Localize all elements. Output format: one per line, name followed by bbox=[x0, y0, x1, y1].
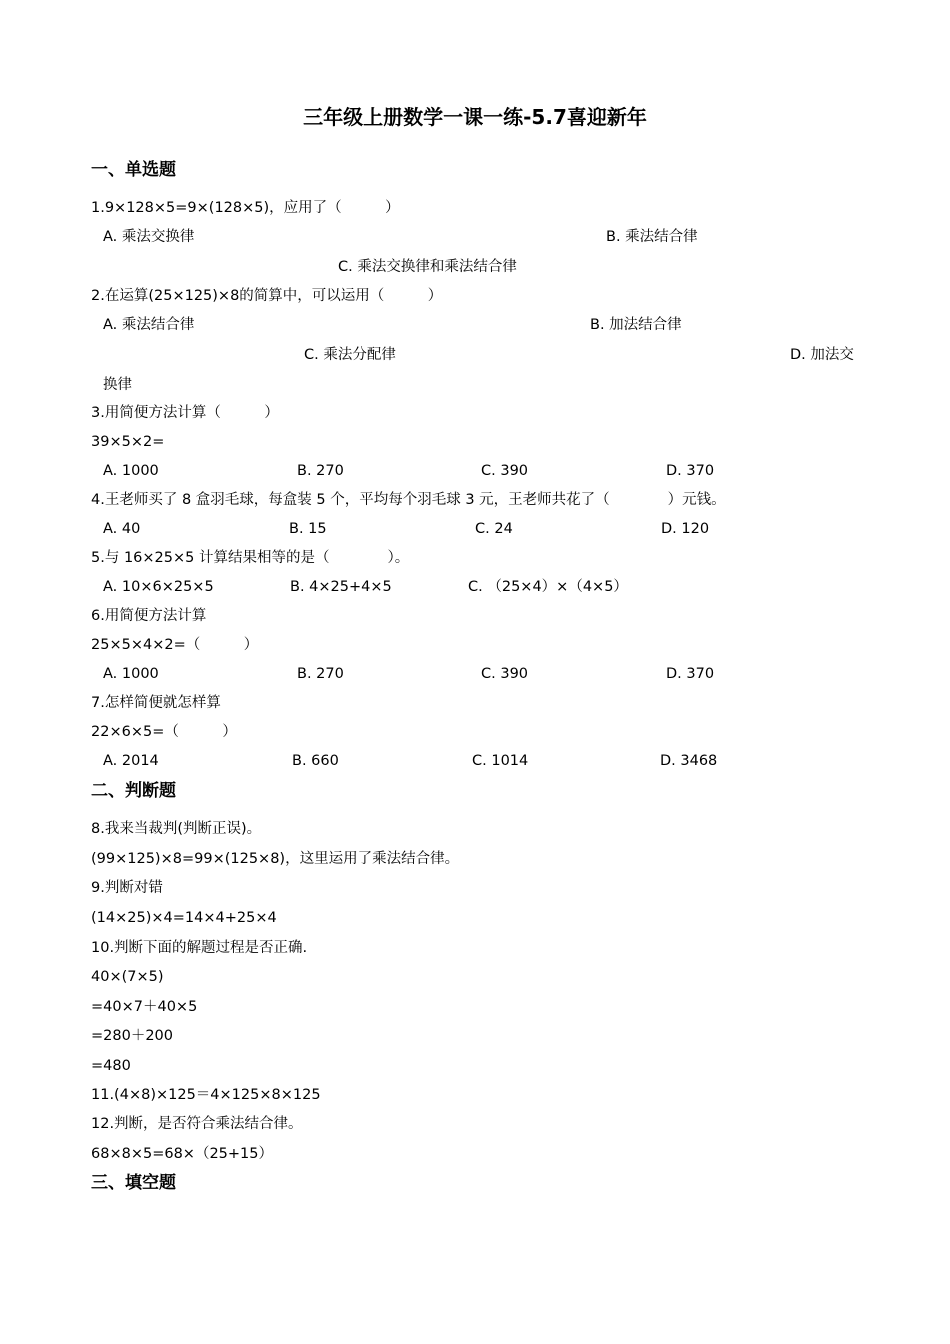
question-7-option-c: C. 1014 bbox=[472, 753, 529, 769]
page-title: 三年级上册数学一课一练-5.7喜迎新年 bbox=[303, 105, 647, 129]
question-10-line-2: =40×7＋40×5 bbox=[91, 999, 198, 1015]
question-6-option-b: B. 270 bbox=[297, 666, 344, 682]
question-5-option-c: C. （25×4）×（4×5） bbox=[468, 579, 628, 595]
question-10-stem: 10.判断下面的解题过程是否正确. bbox=[91, 940, 308, 956]
question-11-stem: 11.(4×8)×125＝4×125×8×125 bbox=[91, 1087, 321, 1103]
question-5-stem: 5.与 16×25×5 计算结果相等的是（ ）。 bbox=[91, 550, 410, 566]
question-3-option-c: C. 390 bbox=[481, 463, 529, 479]
question-7-expression: 22×6×5=（ ） bbox=[91, 724, 237, 740]
section-heading-true-false: 二、判断题 bbox=[91, 781, 176, 801]
question-4-option-a: A. 40 bbox=[103, 521, 141, 537]
question-10-line-3: =280＋200 bbox=[91, 1028, 174, 1044]
question-2-option-d-part1: D. 加法交 bbox=[790, 347, 854, 363]
question-10-line-4: =480 bbox=[91, 1058, 131, 1074]
question-5-option-b: B. 4×25+4×5 bbox=[290, 579, 392, 595]
question-3-option-a: A. 1000 bbox=[103, 463, 159, 479]
section-heading-fill-in: 三、填空题 bbox=[91, 1173, 176, 1193]
question-12-expression: 68×8×5=68×（25+15） bbox=[91, 1146, 274, 1162]
question-3-expression: 39×5×2= bbox=[91, 434, 165, 450]
question-9-expression: (14×25)×4=14×4+25×4 bbox=[91, 910, 277, 926]
question-2-stem: 2.在运算(25×125)×8的简算中，可以运用（ ） bbox=[91, 288, 443, 304]
question-6-option-a: A. 1000 bbox=[103, 666, 159, 682]
question-6-option-d: D. 370 bbox=[666, 666, 715, 682]
question-3-option-b: B. 270 bbox=[297, 463, 344, 479]
question-6-option-c: C. 390 bbox=[481, 666, 529, 682]
question-1-option-b: B. 乘法结合律 bbox=[606, 229, 698, 245]
question-8-expression: (99×125)×8=99×(125×8)，这里运用了乘法结合律。 bbox=[91, 851, 460, 867]
section-heading-single-choice: 一、单选题 bbox=[91, 160, 176, 180]
question-7-option-d: D. 3468 bbox=[660, 753, 718, 769]
question-1-option-a: A. 乘法交换律 bbox=[103, 229, 195, 245]
question-4-stem: 4.王老师买了 8 盒羽毛球，每盒装 5 个，平均每个羽毛球 3 元，王老师共花了（ ）元钱。 bbox=[91, 492, 726, 508]
question-3-option-d: D. 370 bbox=[666, 463, 715, 479]
question-9-stem: 9.判断对错 bbox=[91, 880, 163, 896]
question-4-option-d: D. 120 bbox=[661, 521, 710, 537]
question-1-stem: 1.9×128×5=9×(128×5)，应用了（ ） bbox=[91, 200, 400, 216]
question-8-stem: 8.我来当裁判(判断正误)。 bbox=[91, 821, 262, 837]
question-6-stem: 6.用简便方法计算 bbox=[91, 608, 207, 624]
question-7-stem: 7.怎样简便就怎样算 bbox=[91, 695, 221, 711]
question-4-option-b: B. 15 bbox=[289, 521, 327, 537]
question-5-option-a: A. 10×6×25×5 bbox=[103, 579, 214, 595]
question-12-stem: 12.判断，是否符合乘法结合律。 bbox=[91, 1116, 303, 1132]
question-7-option-b: B. 660 bbox=[292, 753, 339, 769]
question-6-expression: 25×5×4×2=（ ） bbox=[91, 637, 259, 653]
question-7-option-a: A. 2014 bbox=[103, 753, 159, 769]
question-2-option-a: A. 乘法结合律 bbox=[103, 317, 195, 333]
question-10-line-1: 40×(7×5) bbox=[91, 969, 164, 985]
question-1-option-c: C. 乘法交换律和乘法结合律 bbox=[338, 259, 517, 275]
question-2-option-b: B. 加法结合律 bbox=[590, 317, 682, 333]
question-4-option-c: C. 24 bbox=[475, 521, 513, 537]
question-2-option-c: C. 乘法分配律 bbox=[304, 347, 396, 363]
question-3-stem: 3.用简便方法计算（ ） bbox=[91, 405, 279, 421]
question-2-option-d-part2: 换律 bbox=[103, 377, 132, 393]
